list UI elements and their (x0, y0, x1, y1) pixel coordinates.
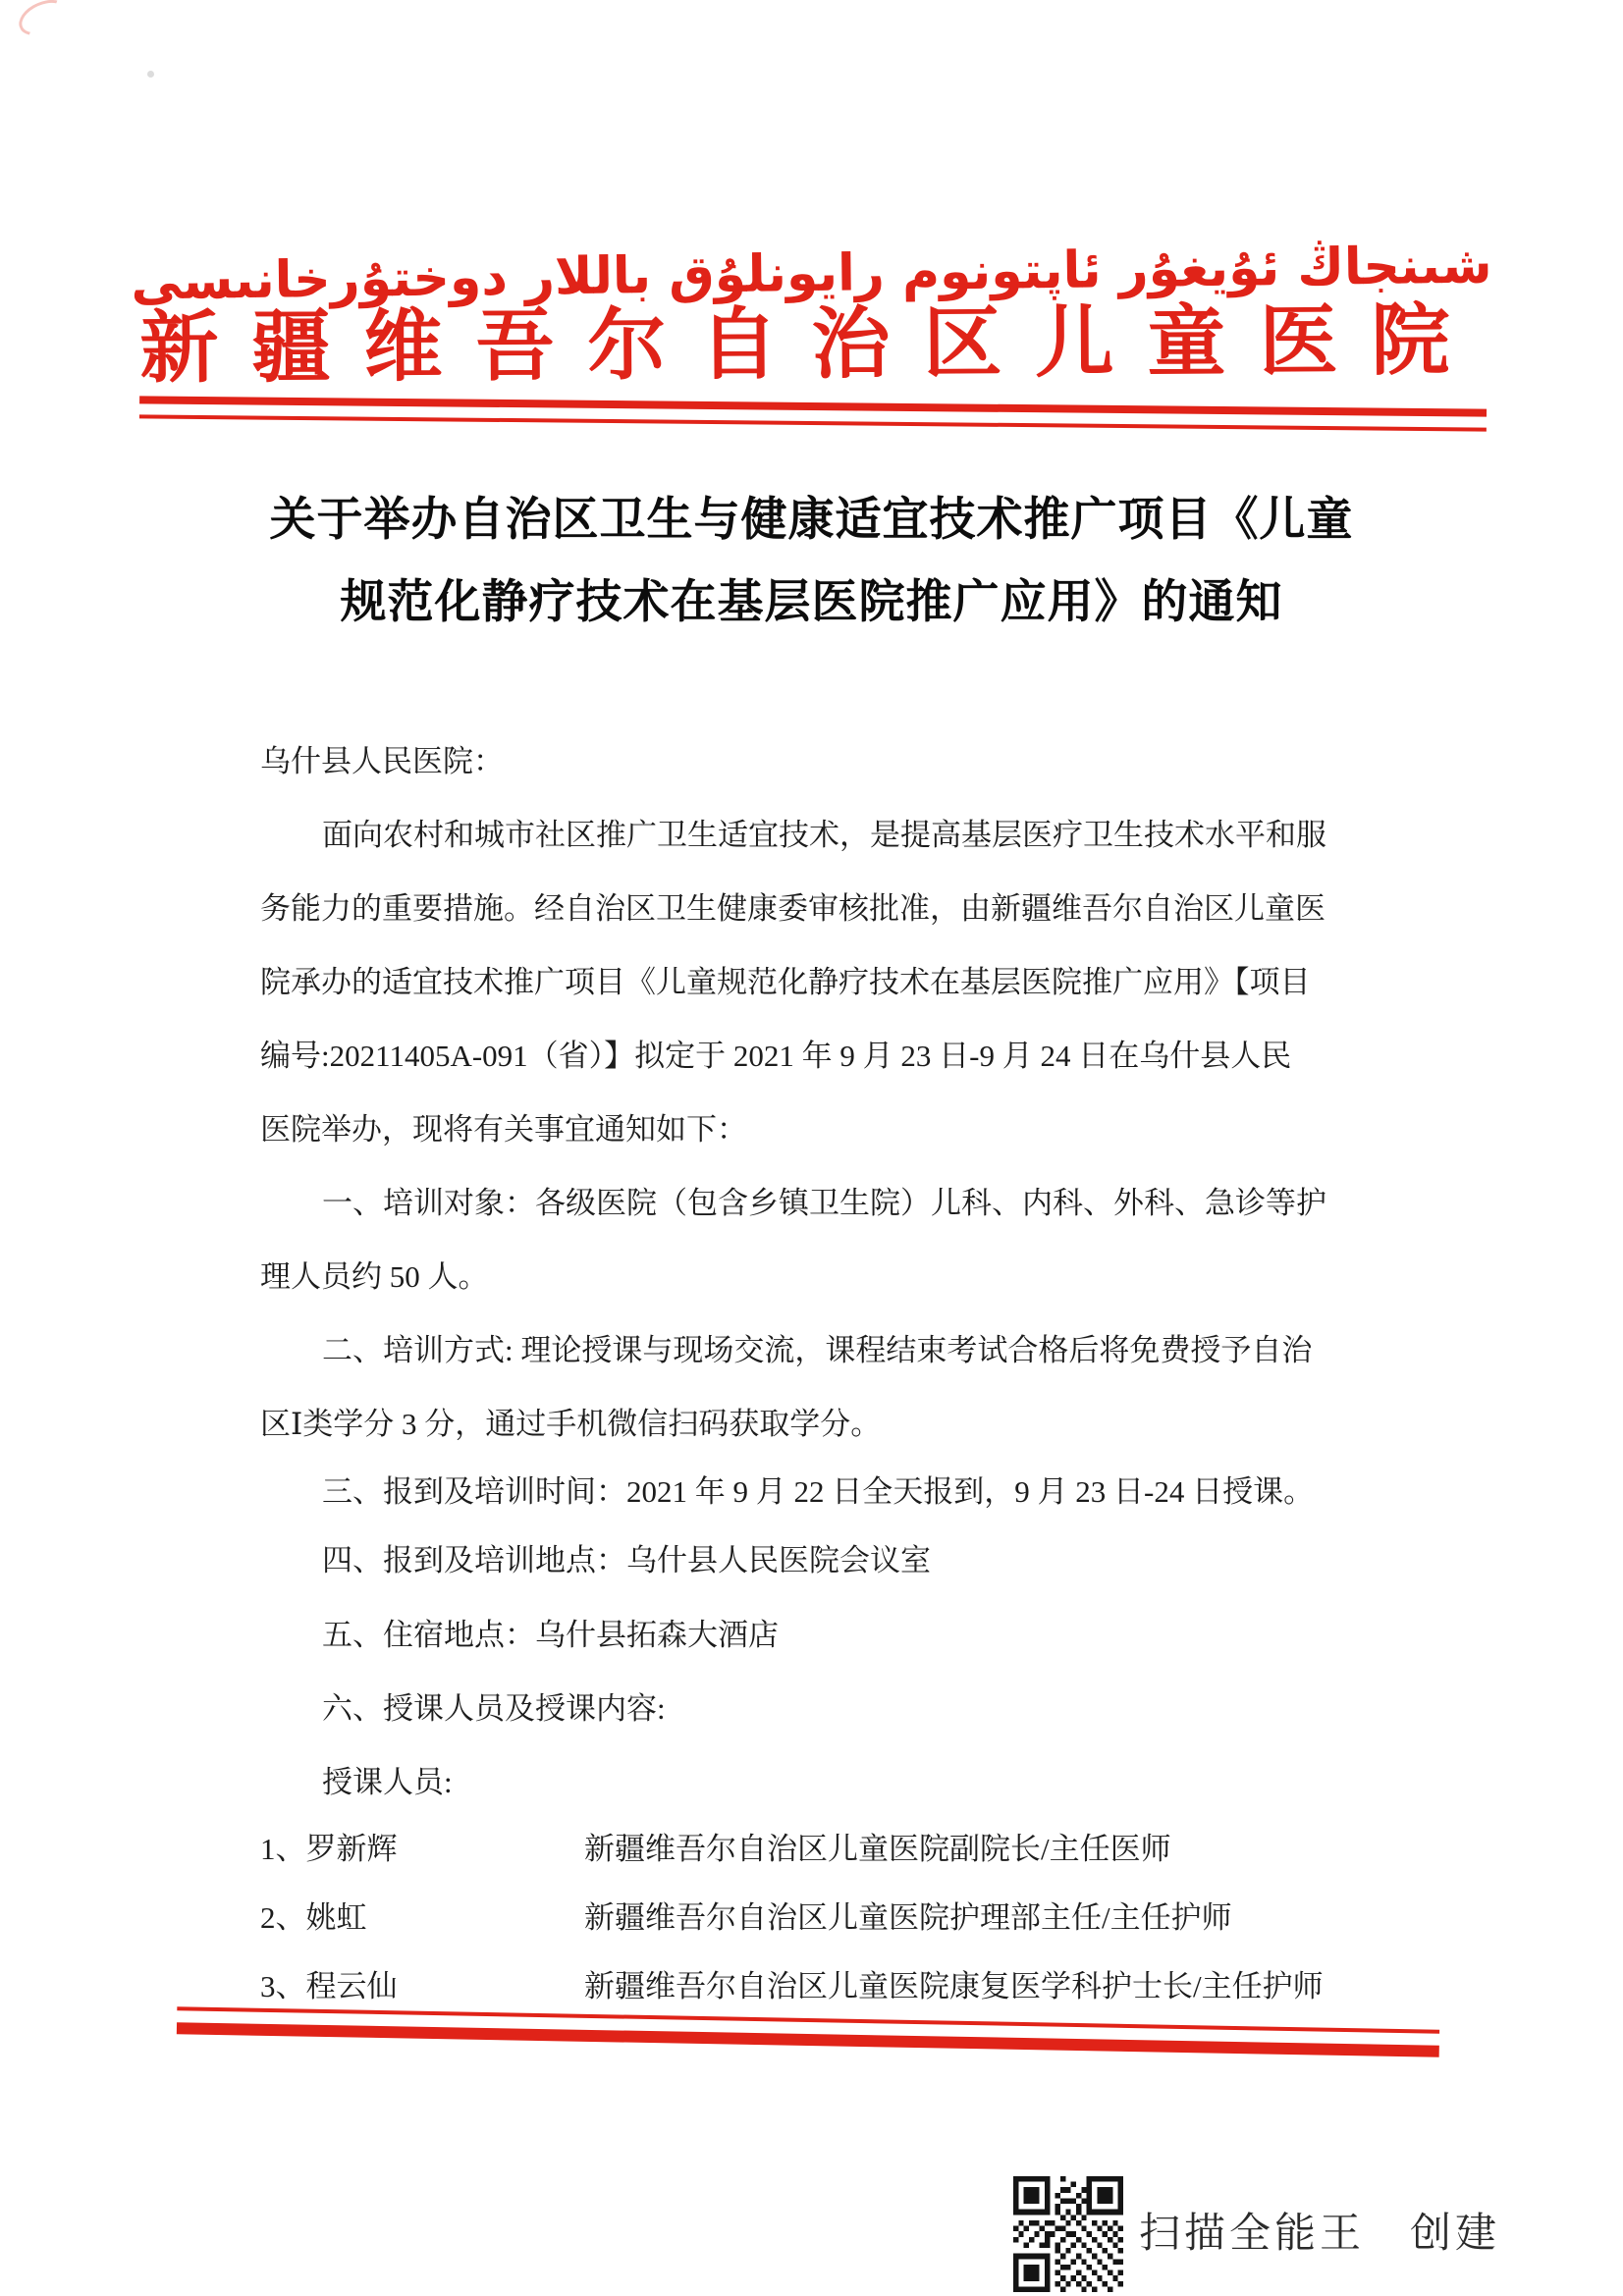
hospital-name-chinese: 新疆维吾尔自治区儿童医院 (139, 297, 1484, 394)
instructor-title: 新疆维吾尔自治区儿童医院护理部主任/主任护师 (584, 1899, 1232, 1935)
instructor-list (260, 1811, 1468, 2017)
header-divider-thick-line (139, 396, 1487, 416)
body-line-item-6: 六、授课人员及授课内容: (322, 1691, 666, 1726)
hospital-name-uyghur: شىنجاڭ ئۇيغۇر ئاپتونوم رايونلۇق باللار دوختۇرخانىسى (131, 236, 1492, 312)
instructor-row (260, 1880, 1468, 1949)
salutation: 乌什县人民医院： (260, 744, 504, 778)
instructor-name: 姚虹 (305, 1899, 367, 1935)
body-line-item-4: 四、报到及培训地点：乌什县人民医院会议室 (322, 1542, 931, 1577)
instructor-index: 1、 (260, 1831, 306, 1866)
qr-code-icon (1013, 2176, 1123, 2292)
instructor-name-cell (260, 1961, 584, 2005)
scan-artifact-red (14, 0, 74, 42)
body-line: 院承办的适宜技术推广项目《儿童规范化静疗技术在基层医院推广应用》【项目 (260, 965, 1311, 999)
instructor-title: 新疆维吾尔自治区儿童医院康复医学科护士长/主任护师 (584, 1968, 1324, 2003)
body-line-item-1: 一、培训对象：各级医院（包含乡镇卫生院）儿科、内科、外科、急诊等护 (322, 1186, 1326, 1220)
body-line: 区Ⅰ类学分 3 分，通过手机微信扫码获取学分。 (260, 1407, 882, 1441)
header-divider-thin-line (139, 414, 1487, 431)
body-line: 理人员约 50 人。 (260, 1259, 489, 1294)
scanner-credit: 扫描全能王 创建 (1139, 2212, 1501, 2257)
instructor-index: 2、 (260, 1899, 306, 1935)
body-line: 医院举办，现将有关事宜通知如下： (260, 1112, 747, 1147)
instructor-name-cell (260, 1824, 584, 1868)
notice-title (0, 479, 1623, 644)
body-line-item-3: 三、报到及培训时间：2021 年 9 月 22 日全天报到，9 月 23 日-24 日授课。 (322, 1473, 1315, 1509)
body-line-instructors-header: 授课人员: (322, 1765, 453, 1799)
scan-artifact-dot (147, 71, 154, 78)
notice-body (260, 721, 1468, 1816)
instructor-name: 程云仙 (305, 1968, 398, 2003)
body-line: 面向农村和城市社区推广卫生适宜技术，是提高基层医疗卫生技术水平和服 (322, 818, 1326, 852)
body-line: 编号:20211405A-091（省）】拟定于 2021 年 9 月 23 日-9 月 24 日在乌什县人民 (260, 1039, 1292, 1073)
notice-title-line2: 规范化静疗技术在基层医院推广应用》的通知 (340, 577, 1283, 628)
body-line-item-5: 五、住宿地点：乌什县拓森大酒店 (322, 1618, 779, 1652)
notice-title-line1: 关于举办自治区卫生与健康适宜技术推广项目《儿童 (269, 495, 1354, 546)
instructor-title: 新疆维吾尔自治区儿童医院副院长/主任医师 (584, 1831, 1171, 1866)
body-line: 务能力的重要措施。经自治区卫生健康委审核批准，由新疆维吾尔自治区儿童医 (260, 891, 1325, 926)
instructor-name-cell (260, 1893, 584, 1937)
instructor-index: 3、 (260, 1968, 306, 2003)
body-line-item-2: 二、培训方式: 理论授课与现场交流，课程结束考试合格后将免费授予自治 (322, 1333, 1313, 1367)
header-divider (139, 396, 1487, 431)
instructor-name: 罗新辉 (305, 1831, 398, 1866)
instructor-row (260, 1949, 1468, 2017)
instructor-row (260, 1811, 1468, 1880)
